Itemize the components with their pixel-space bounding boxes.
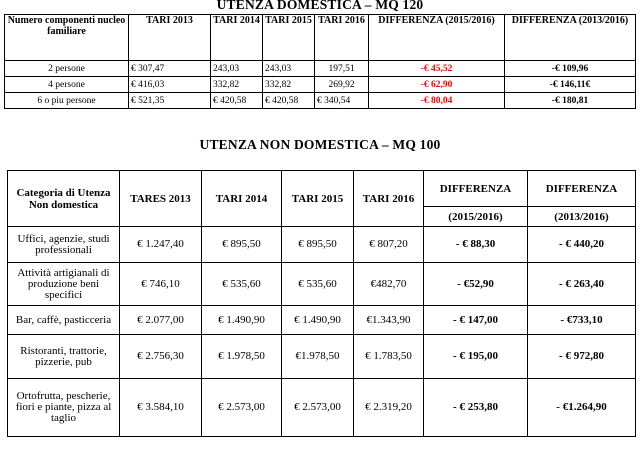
domestic-title: UTENZA DOMESTICA – MQ 120 [216,0,424,12]
table-row [5,77,636,93]
nondomestic-title: UTENZA NON DOMESTICA – MQ 100 [199,137,441,152]
cell-tari2016: €1.343,90 [354,306,424,335]
cell-tari2016: 197,51 [315,61,369,77]
cell-diff-2013-2016: - €1.264,90 [528,379,636,437]
header-diff-period-2013-2016: (2013/2016) [528,207,636,227]
table-row [8,335,636,379]
cell-tari2015: € 2.573,00 [282,379,354,437]
table-row [8,263,636,306]
cell-category: Ortofrutta, pescherie, fiori e piante, pizza al taglio [8,379,120,437]
cell-tari2014: € 895,50 [202,227,282,263]
cell-diff-2013-2016: - € 972,80 [528,335,636,379]
cell-tari2016: € 340,54 [315,93,369,109]
cell-tari2014: 243,03 [211,61,263,77]
header-diff-period-2015-2016: (2015/2016) [424,207,528,227]
cell-category: Ristoranti, trattorie, pizzerie, pub [8,335,120,379]
domestic-table [4,14,636,109]
cell-tari2014: € 2.573,00 [202,379,282,437]
cell-tari2014: € 420,58 [211,93,263,109]
header-category: Categoria di Utenza Non domestica [8,171,120,227]
cell-tares2013: € 2.756,30 [120,335,202,379]
cell-tari2014: € 1.978,50 [202,335,282,379]
cell-tari2013: € 521,35 [129,93,211,109]
cell-tari2014: 332,82 [211,77,263,93]
cell-diff-2013-2016: - € 263,40 [528,263,636,306]
cell-diff-2013-2016: -€ 146,11€ [505,77,636,93]
cell-category: Uffici, agenzie, studi professionali [8,227,120,263]
header-tari2014: TARI 2014 [202,171,282,227]
cell-diff-2013-2016: - €733,10 [528,306,636,335]
cell-diff-2015-2016: - € 147,00 [424,306,528,335]
table-header-row [8,171,636,207]
cell-members: 4 persone [5,77,129,93]
cell-tari2015: €1.978,50 [282,335,354,379]
cell-tares2013: € 2.077,00 [120,306,202,335]
cell-members: 6 o piu persone [5,93,129,109]
header-diff-2013-2016: DIFFERENZA [528,171,636,207]
cell-tari2015: € 895,50 [282,227,354,263]
cell-category: Attività artigianali di produzione beni specifici [8,263,120,306]
cell-diff-2015-2016: -€ 45,52 [369,61,505,77]
table-row [8,306,636,335]
header-diff-2015-2016: DIFFERENZA [424,171,528,207]
table-row [8,227,636,263]
cell-tari2015: € 420,58 [263,93,315,109]
cell-tari2016: €482,70 [354,263,424,306]
cell-tari2016: 269,92 [315,77,369,93]
cell-tari2013: € 307,47 [129,61,211,77]
cell-members: 2 persone [5,61,129,77]
header-tari2016: TARI 2016 [315,15,369,61]
header-tari2014: TARI 2014 [211,15,263,61]
cell-tares2013: € 1.247,40 [120,227,202,263]
cell-tari2015: € 535,60 [282,263,354,306]
cell-diff-2013-2016: - € 440,20 [528,227,636,263]
cell-tari2016: € 2.319,20 [354,379,424,437]
cell-tari2016: € 807,20 [354,227,424,263]
cell-diff-2015-2016: -€ 80,04 [369,93,505,109]
table-row [8,379,636,437]
cell-category: Bar, caffè, pasticceria [8,306,120,335]
header-tari2015: TARI 2015 [282,171,354,227]
header-tari2016: TARI 2016 [354,171,424,227]
cell-tari2013: € 416,03 [129,77,211,93]
cell-diff-2015-2016: - € 195,00 [424,335,528,379]
table-header-row [5,15,636,61]
cell-diff-2013-2016: -€ 180,81 [505,93,636,109]
header-tares2013: TARES 2013 [120,171,202,227]
cell-tares2013: € 746,10 [120,263,202,306]
header-members: Numero componenti nucleo familiare [5,15,129,61]
cell-tari2016: € 1.783,50 [354,335,424,379]
cell-tari2015: 243,03 [263,61,315,77]
header-diff-2015-2016: DIFFERENZA (2015/2016) [369,15,505,61]
table-row [5,93,636,109]
header-diff-2013-2016: DIFFERENZA (2013/2016) [505,15,636,61]
cell-diff-2015-2016: -€ 62,90 [369,77,505,93]
header-tari2013: TARI 2013 [129,15,211,61]
cell-diff-2013-2016: -€ 109,96 [505,61,636,77]
cell-tari2014: € 1.490,90 [202,306,282,335]
cell-diff-2015-2016: - € 253,80 [424,379,528,437]
table-row [5,61,636,77]
cell-diff-2015-2016: - € 88,30 [424,227,528,263]
cell-tari2015: 332,82 [263,77,315,93]
cell-tares2013: € 3.584,10 [120,379,202,437]
header-tari2015: TARI 2015 [263,15,315,61]
cell-tari2014: € 535,60 [202,263,282,306]
cell-diff-2015-2016: - €52,90 [424,263,528,306]
cell-tari2015: € 1.490,90 [282,306,354,335]
nondomestic-table [7,170,636,437]
